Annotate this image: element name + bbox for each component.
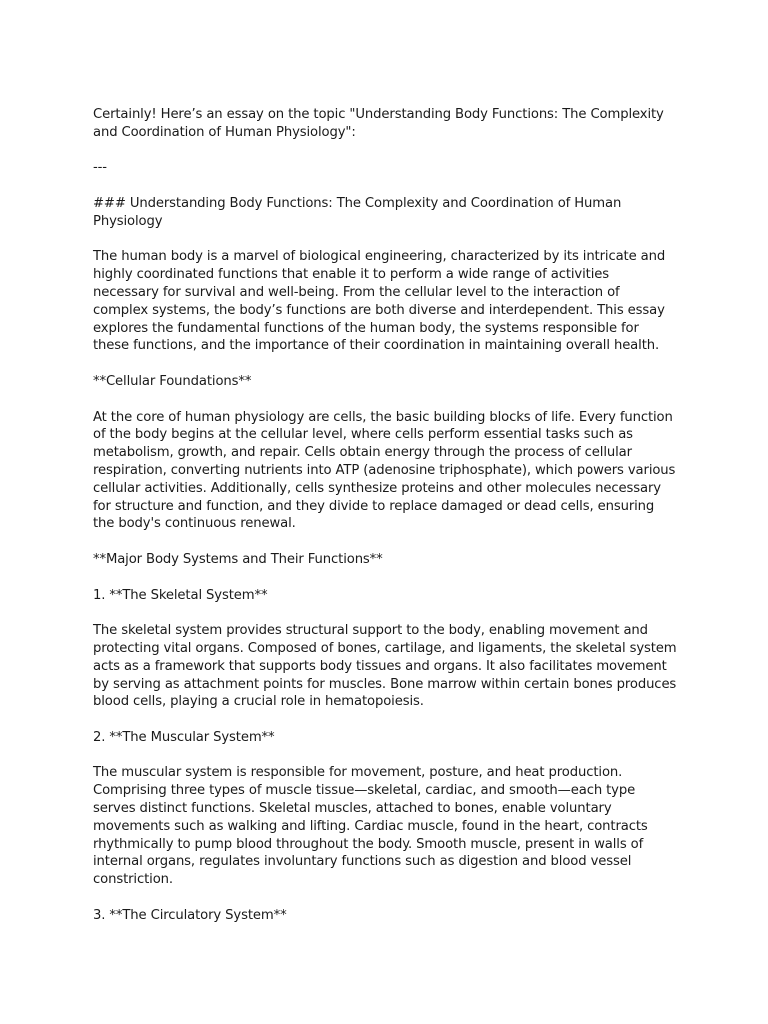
essay-heading: ### Understanding Body Functions: The Complexity and Coordination of Human Physiology	[93, 195, 622, 229]
intro-text: Certainly! Here’s an essay on the topic "Understanding Body Functions: The Complexity and Coordination of Human Physiology":	[93, 107, 664, 140]
section-heading-cellular: **Cellular Foundations**	[93, 373, 252, 389]
document-page	[93, 106, 678, 942]
separator-text: ---	[93, 160, 107, 176]
section-heading-systems: **Major Body Systems and Their Functions**	[93, 551, 383, 567]
list-item-muscular: 2. **The Muscular System**	[93, 729, 275, 745]
paragraph-cellular: At the core of human physiology are cells, the basic building blocks of life. Every function of the body begins at the cellular level, where cells perform essential tasks such as metabolism, growth, and repair. Cells obtain energy through the process of cellular respiration, converting nutrients into ATP (adenosine triphosphate), which powers various cellular activities. Additionally, cells synthesize proteins and other molecules necessary for structure and function, and they divide to replace damaged or dead cells, ensuring the body's continuous renewal.	[93, 409, 676, 532]
paragraph-skeletal: The skeletal system provides structural support to the body, enabling movement and protecting vital organs. Composed of bones, cartilage, and ligaments, the skeletal system acts as a framework that supports body tissues and organs. It also facilitates movement by serving as attachment points for muscles. Bone marrow within certain bones produces blood cells, playing a crucial role in hematopoiesis.	[93, 623, 677, 710]
list-item-circulatory: 3. **The Circulatory System**	[93, 907, 287, 923]
paragraph-introduction: The human body is a marvel of biological engineering, characterized by its intricate and highly coordinated functions that enable it to perform a wide range of activities necessary for survival and well-being. From the cellular level to the interaction of complex systems, the body’s functions are both diverse and interdependent. This essay explores the fundamental functions of the human body, the systems responsible for these functions, and the importance of their coordination in maintaining overall health.	[93, 249, 666, 354]
list-item-skeletal: 1. **The Skeletal System**	[93, 587, 268, 603]
paragraph-muscular: The muscular system is responsible for movement, posture, and heat production. Comprising three types of muscle tissue—skeletal, cardiac, and smooth—each type serves distinct functions. Skeletal muscles, attached to bones, enable voluntary movements such as walking and lifting. Cardiac muscle, found in the heart, contracts rhythmically to pump blood throughout the body. Smooth muscle, present in walls of internal organs, regulates involuntary functions such as digestion and blood vessel constriction.	[93, 765, 648, 888]
